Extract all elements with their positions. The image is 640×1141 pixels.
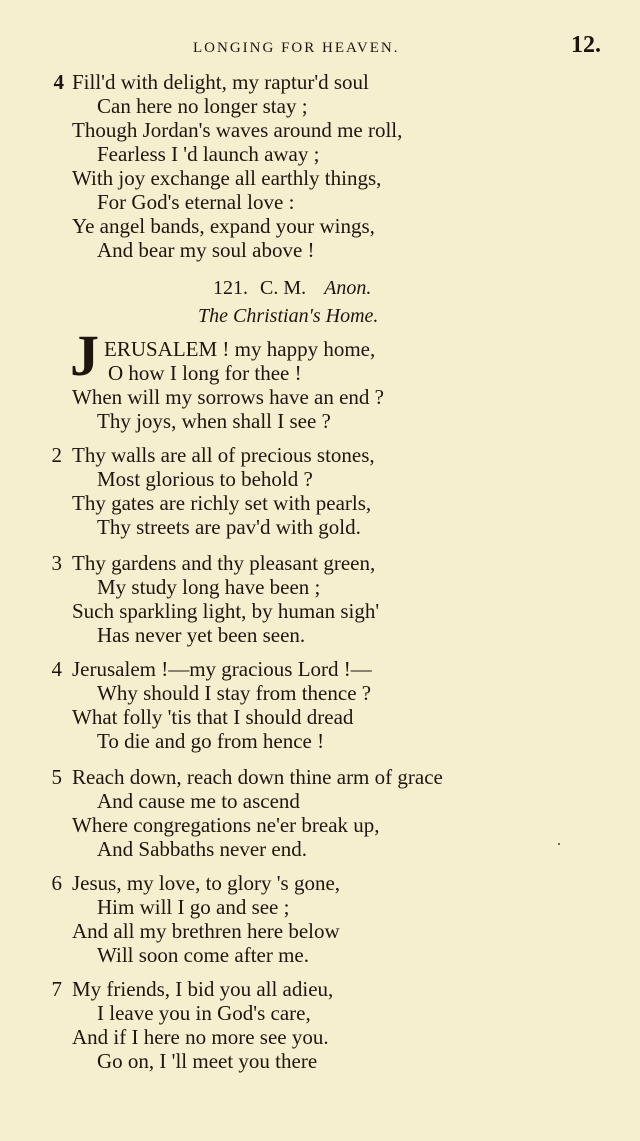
verse-line: And if I here no more see you. — [72, 1025, 329, 1049]
stanza-number: 4 — [51, 657, 62, 681]
drop-cap: J — [70, 323, 99, 388]
verse-line: And Sabbaths never end. — [97, 837, 307, 861]
verse-line: And all my brethren here below — [72, 919, 340, 943]
verse-line: I leave you in God's care, — [97, 1001, 311, 1025]
stanza-number: 7 — [51, 977, 62, 1001]
verse-line: Thy streets are pav'd with gold. — [97, 515, 361, 539]
stanza-number: 3 — [51, 551, 62, 575]
hymn-heading — [213, 276, 371, 300]
hymn-meter: C. M. — [260, 277, 307, 299]
hymn-title: The Christian's Home. — [198, 305, 379, 327]
verse-line: Reach down, reach down thine arm of grace — [72, 765, 443, 789]
stanza-number: 5 — [51, 765, 62, 789]
verse-line: With joy exchange all earthly things, — [72, 166, 382, 190]
verse-line: My friends, I bid you all adieu, — [72, 977, 334, 1001]
verse-line: Where congregations ne'er break up, — [72, 813, 380, 837]
verse-line: Him will I go and see ; — [97, 895, 290, 919]
verse-line: Ye angel bands, expand your wings, — [72, 214, 375, 238]
stanza-number: 2 — [51, 443, 62, 467]
verse-line: Can here no longer stay ; — [97, 94, 308, 118]
verse-line: Thy gardens and thy pleasant green, — [72, 551, 376, 575]
verse-line: Thy joys, when shall I see ? — [97, 409, 331, 433]
running-title: LONGING FOR HEAVEN. — [193, 40, 400, 56]
verse-line: O how I long for thee ! — [108, 361, 302, 385]
verse-line: Though Jordan's waves around me roll, — [72, 118, 403, 142]
verse-line: When will my sorrows have an end ? — [72, 385, 384, 409]
hymn-author: Anon. — [324, 277, 372, 299]
verse-line: And bear my soul above ! — [97, 238, 315, 262]
verse-line: Has never yet been seen. — [97, 623, 306, 647]
verse-line: To die and go from hence ! — [97, 729, 325, 753]
stanza-number: 4 — [53, 70, 64, 94]
verse-line: Most glorious to behold ? — [97, 467, 313, 491]
verse-line: Jesus, my love, to glory 's gone, — [72, 871, 341, 895]
verse-line: Jerusalem !—my gracious Lord !— — [72, 657, 372, 681]
verse-line: Will soon come after me. — [97, 943, 309, 967]
verse-line: Go on, I 'll meet you there — [97, 1049, 318, 1073]
page-number: 12. — [571, 32, 601, 58]
verse-line: Thy walls are all of precious stones, — [72, 443, 375, 467]
hymn-number: 121. — [213, 277, 248, 299]
verse-line: Why should I stay from thence ? — [97, 681, 372, 705]
verse-line: ERUSALEM ! my happy home, — [104, 337, 376, 361]
verse-line: And cause me to ascend — [97, 789, 300, 813]
verse-line: Such sparkling light, by human sigh' — [72, 599, 380, 623]
verse-line: Fill'd with delight, my raptur'd soul — [72, 70, 369, 94]
verse-line: Fearless I 'd launch away ; — [97, 142, 320, 166]
verse-line: Thy gates are richly set with pearls, — [72, 491, 372, 515]
ink-speck — [558, 843, 560, 845]
verse-line: What folly 'tis that I should dread — [72, 705, 354, 729]
verse-line: For God's eternal love : — [97, 190, 295, 214]
stanza-number: 6 — [51, 871, 62, 895]
verse-line: My study long have been ; — [97, 575, 321, 599]
